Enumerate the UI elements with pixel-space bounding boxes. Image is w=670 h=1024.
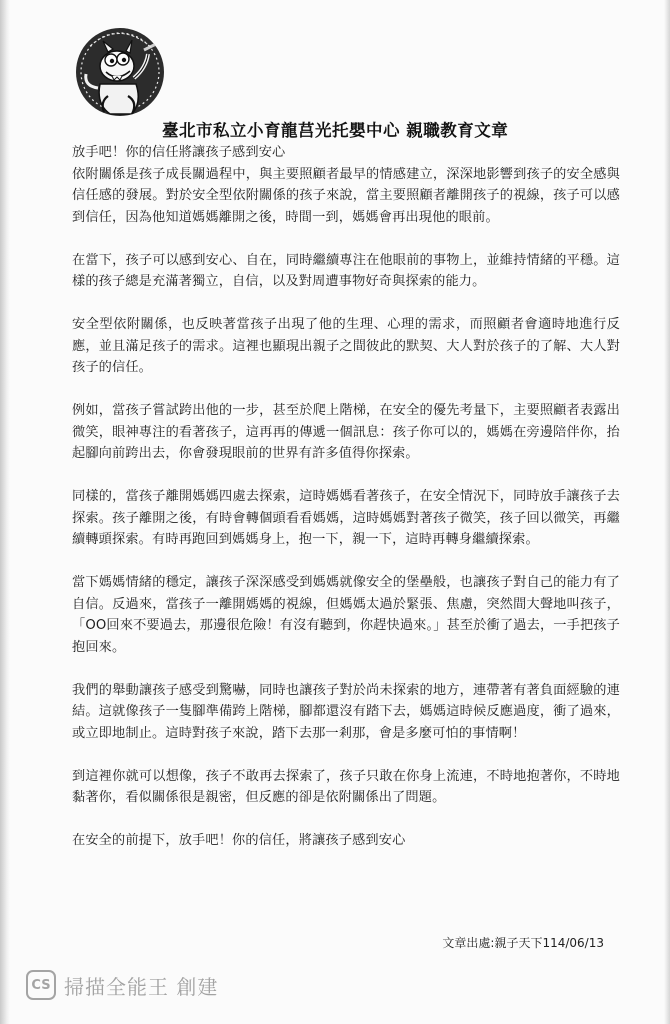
scan-shadow-left <box>0 0 10 1024</box>
article-paragraph-8: 到這裡你就可以想像，孩子不敢再去探索了，孩子只敢在你身上流連，不時地抱著你，不時地黏著你，看似關係很是親密，但反應的卻是依附關係出了問題。 <box>72 768 620 805</box>
article-closing: 在安全的前提下，放手吧！你的信任，將讓孩子感到安心 <box>72 833 406 848</box>
article-headline: 放手吧！你的信任將讓孩子感到安心 <box>72 145 286 160</box>
cartoon-dragon-logo-icon <box>70 22 170 122</box>
camscanner-logo-icon: CS <box>26 970 56 1000</box>
article-body <box>72 142 620 873</box>
watermark-text: 掃描全能王 創建 <box>64 974 219 999</box>
article-source: 文章出處:親子天下114/06/13 <box>442 936 604 950</box>
document-title: 臺北市私立小育龍莒光托嬰中心 親職教育文章 <box>162 121 509 140</box>
article-paragraph-4: 例如，當孩子嘗試跨出他的一步，甚至於爬上階梯，在安全的優先考量下，主要照顧者表露出微笑，眼神專注的看著孩子，這再再的傳遞一個訊息：孩子你可以的，媽媽在旁邊陪伴你，抬起腳向前跨出去，你會發現眼前的世界有許多值得你探索。 <box>72 403 620 461</box>
scan-shadow-right <box>664 0 670 1024</box>
article-paragraph-7: 我們的舉動讓孩子感受到驚嚇，同時也讓孩子對於尚未探索的地方，連帶著有著負面經驗的連結。這就像孩子一隻腳準備跨上階梯，腳都還沒有踏下去，媽媽這時候反應過度，衝了過來，或立即地制止。這時對孩子來說，踏下去那一剎那，會是多麼可怕的事情啊！ <box>72 682 620 741</box>
scanner-watermark <box>26 970 218 1000</box>
article-paragraph-2: 在當下，孩子可以感到安心、自在，同時繼續專注在他眼前的事物上，並維持情緒的平穩。這樣的孩子總是充滿著獨立，自信，以及對周遭事物好奇與探索的能力。 <box>72 252 620 289</box>
article-paragraph-1: 依附關係是孩子成長關過程中，與主要照顧者最早的情感建立，深深地影響到孩子的安全感與信任感的發展。對於安全型依附關係的孩子來說，當主要照顧者離開孩子的視線，孩子可以感到信任，因為他知道媽媽離開之後，時間一到，媽媽會再出現他的眼前。 <box>72 166 620 225</box>
article-paragraph-6: 當下媽媽情緒的穩定，讓孩子深深感受到媽媽就像安全的堡壘般，也讓孩子對自己的能力有了自信。反過來，當孩子一離開媽媽的視線，但媽媽太過於緊張、焦慮，突然間大聲地叫孩子，「OO回來不要過去，那邊很危險！有沒有聽到，你趕快過來。」甚至於衝了過去，一手把孩子抱回來。 <box>72 575 620 655</box>
article-paragraph-3: 安全型依附關係，也反映著當孩子出現了他的生理、心理的需求，而照顧者會適時地進行反應，並且滿足孩子的需求。這裡也顯現出親子之間彼此的默契、大人對於孩子的了解、大人對孩子的信任。 <box>72 317 620 375</box>
article-paragraph-5: 同樣的，當孩子離開媽媽四處去探索，這時媽媽看著孩子，在安全情況下，同時放手讓孩子去探索。孩子離開之後，有時會轉個頭看看媽媽，這時媽媽對著孩子微笑，孩子回以微笑，再繼續轉頭探索。有時再跑回到媽媽身上，抱一下，親一下，這時再轉身繼續探索。 <box>72 489 620 547</box>
